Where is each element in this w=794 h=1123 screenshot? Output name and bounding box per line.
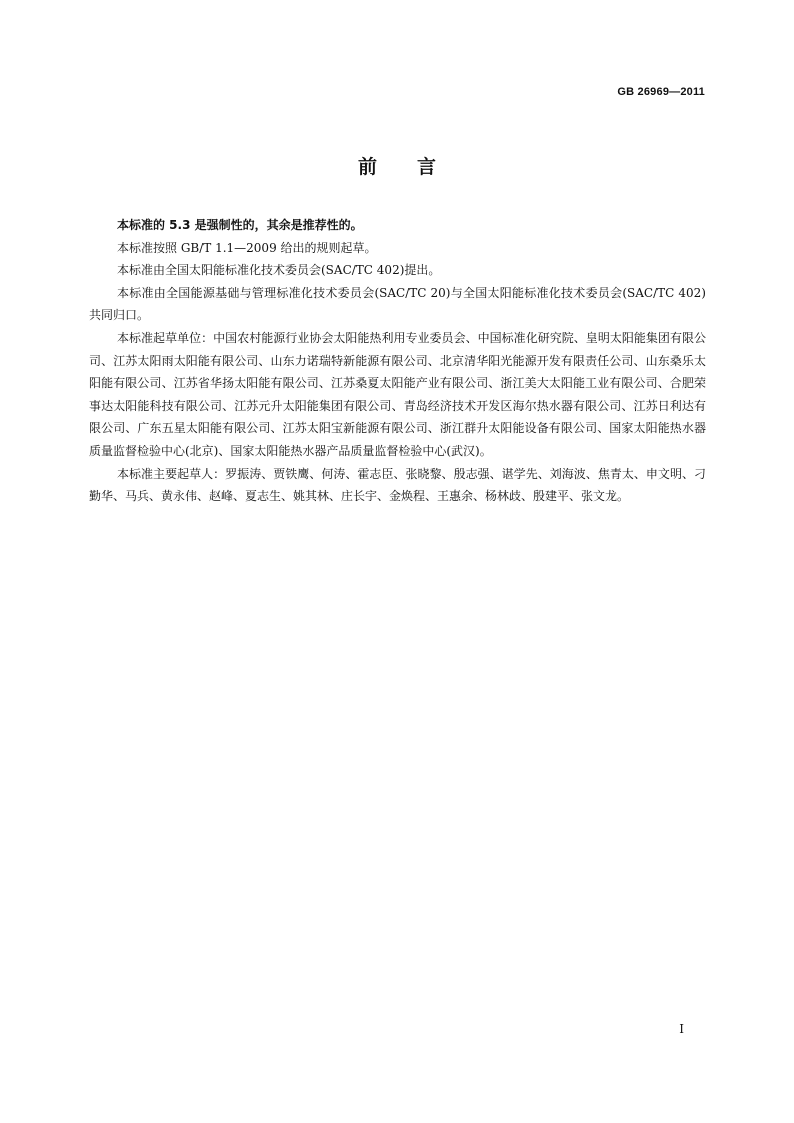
drafting-organizations-paragraph: 本标准起草单位：中国农村能源行业协会太阳能热利用专业委员会、中国标准化研究院、皇明太阳能集团有限公司、江苏太阳雨太阳能有限公司、山东力诺瑞特新能源有限公司、北京清华阳光能源开发有限责任公司、山东桑乐太阳能有限公司、江苏省华扬太阳能有限公司、江苏桑夏太阳能产业有限公司、浙江美大太阳能工业有限公司、合肥荣事达太阳能科技有限公司、江苏元升太阳能集团有限公司、青岛经济技术开发区海尔热水器有限公司、江苏日利达有限公司、广东五星太阳能有限公司、江苏太阳宝新能源有限公司、浙江群升太阳能设备有限公司、国家太阳能热水器质量监督检验中心(北京)、国家太阳能热水器产品质量监督检验中心(武汉)。 (89, 330, 706, 458)
proposer-paragraph: 本标准由全国太阳能标准化技术委员会(SAC/TC 402)提出。 (117, 263, 441, 278)
centralized-management-paragraph: 本标准由全国能源基础与管理标准化技术委员会(SAC/TC 20)与全国太阳能标准化技术委员会(SAC/TC 402)共同归口。 (89, 285, 706, 323)
foreword-body (89, 214, 706, 508)
main-drafters-paragraph: 本标准主要起草人：罗振涛、贾铁鹰、何涛、霍志臣、张晓黎、殷志强、谌学先、刘海波、焦青太、申文明、刁勤华、马兵、黄永伟、赵峰、夏志生、姚其林、庄长宇、金焕程、王惠余、杨林歧、殷建平、张文龙。 (89, 466, 706, 504)
drafting-rules-paragraph: 本标准按照 GB/T 1.1—2009 给出的规则起草。 (117, 240, 377, 255)
page-title: 前言 (357, 156, 476, 178)
standard-number: GB 26969—2011 (617, 86, 705, 98)
page-number: I (679, 1022, 684, 1036)
mandatory-clause-paragraph: 本标准的 5.3 是强制性的，其余是推荐性的。 (117, 218, 363, 232)
